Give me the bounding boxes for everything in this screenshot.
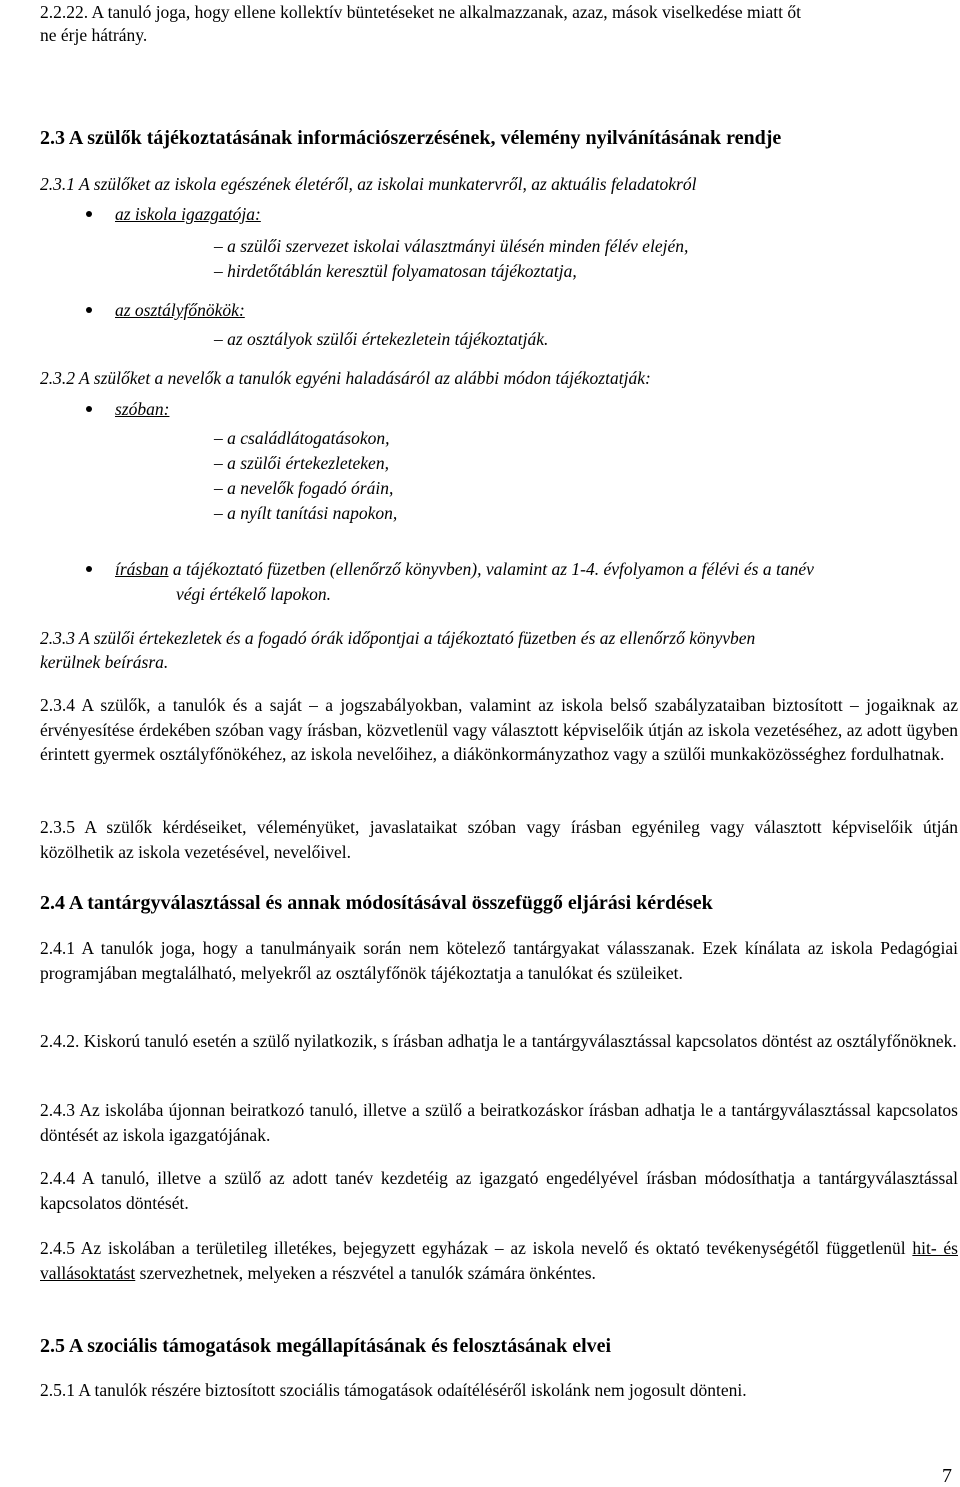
- s244-paragraph: 2.4.4 A tanuló, illetve a szülő az adott tanév kezdetéig az igazgató engedélyével írásban módosíthatja a tantárgyválasztással kapcsolatos döntését.: [40, 1168, 958, 1213]
- s231-bullet2-item-1: – az osztályok szülői értekezletein tájékoztatják.: [214, 329, 549, 349]
- page-number: 7: [942, 1465, 952, 1487]
- s241-paragraph: 2.4.1 A tanulók joga, hogy a tanulmányaik során nem kötelező tantárgyakat válasszanak. Ezek kínálata az iskola Pedagógiai programjában megtalálható, melyekről az osztályfőnök tájékoztatja a tanulókat és szüleiket.: [40, 938, 958, 983]
- s231-bullet1-item-2: – hirdetőtáblán keresztül folyamatosan tájékoztatja,: [214, 261, 577, 281]
- s235-paragraph: 2.3.5 A szülők kérdéseiket, véleményüket, javaslataikat szóban vagy írásban egyénileg vagy választott képviselőik útján közölhetik az iskola vezetésével, nevelőivel.: [40, 817, 958, 862]
- s232-bullet1-label: szóban:: [115, 399, 170, 419]
- s232-bullet1-item-4: – a nyílt tanítási napokon,: [214, 503, 398, 523]
- section-2-3-heading: 2.3 A szülők tájékoztatásának információszerzésének, vélemény nyilvánításának rendje: [40, 127, 782, 149]
- s232-bullet2-line2: végi értékelő lapokon.: [176, 584, 332, 604]
- s231-title: 2.3.1 A szülőket az iskola egészének életéről, az iskolai munkatervről, az aktuális feladatokról: [40, 174, 697, 194]
- s232-title: 2.3.2 A szülőket a nevelők a tanulók egyéni haladásáról az alábbi módon tájékoztatják:: [40, 368, 651, 388]
- s245-underlined-text: hit- és vallásoktatást: [40, 1238, 958, 1283]
- s231-bullet2-label: az osztályfőnökök:: [115, 300, 245, 320]
- s232-bullet1-item-2: – a szülői értekezleteken,: [214, 453, 389, 473]
- s232-bullet1-item-3: – a nevelők fogadó óráin,: [214, 478, 394, 498]
- s231-bullet1-item-1: – a szülői szervezet iskolai választmányi ülésén minden félév elején,: [214, 236, 689, 256]
- s242-paragraph: 2.4.2. Kiskorú tanuló esetén a szülő nyilatkozik, s írásban adhatja le a tantárgyválasztással kapcsolatos döntést az osztályfőnöknek.: [40, 1031, 957, 1051]
- section-2-5-heading: 2.5 A szociális támogatások megállapításának és felosztásának elvei: [40, 1335, 612, 1357]
- p2222-line1: 2.2.22. A tanuló joga, hogy ellene kollektív büntetéseket ne alkalmazzanak, azaz, mások viselkedése miatt őt: [40, 2, 802, 22]
- bullet-icon: [86, 406, 92, 412]
- s233-line1: 2.3.3 A szülői értekezletek és a fogadó órák időpontjai a tájékoztató füzetben és az ellenőrző könyvben: [40, 628, 756, 648]
- bullet-icon: [86, 211, 92, 217]
- s232-bullet1-item-1: – a családlátogatásokon,: [214, 428, 390, 448]
- s232-bullet2-line1: [115, 557, 814, 581]
- s232-bullet2-label: írásban: [115, 559, 169, 579]
- s245-paragraph: [40, 1236, 958, 1285]
- s245-text-after: szervezhetnek, melyeken a részvétel a tanulók számára önkéntes.: [135, 1262, 596, 1283]
- section-2-4-heading: 2.4 A tantárgyválasztással és annak módosításával összefüggő eljárási kérdések: [40, 892, 713, 914]
- bullet-icon: [86, 566, 92, 572]
- s231-bullet1-label: az iskola igazgatója:: [115, 204, 261, 224]
- s245-text-before: 2.4.5 Az iskolában a területileg illetékes, bejegyzett egyházak – az iskola nevelő és oktató tevékenységétől függetlenül: [40, 1238, 913, 1258]
- s243-paragraph: 2.4.3 Az iskolába újonnan beiratkozó tanuló, illetve a szülő a beiratkozáskor írásban adhatja le a tantárgyválasztással kapcsolatos döntését az iskola igazgatójának.: [40, 1100, 958, 1145]
- s251-line: 2.5.1 A tanulók részére biztosított szociális támogatások odaítéléséről iskolánk nem jogosult dönteni.: [40, 1380, 747, 1400]
- s232-bullet2-text: a tájékoztató füzetben (ellenőrző könyvben), valamint az 1-4. évfolyamon a félévi és a tanév: [168, 559, 814, 579]
- p2222-line2: ne érje hátrány.: [40, 25, 148, 45]
- s233-line2: kerülnek beírásra.: [40, 652, 169, 672]
- s234-paragraph: 2.3.4 A szülők, a tanulók és a saját – a jogszabályokban, valamint az iskola belső szabályzataiban biztosított – jogaiknak az érvényesítése érdekében szóban vagy írásban, közvetlenül vagy választott képviselőik útján az iskola vezetéséhez, az adott ügyben érintett gyermek osztályfőnökéhez, az iskola nevelőihez, a diákönkormányzathoz vagy a szülői munkaközösséghez fordulhatnak.: [40, 695, 958, 764]
- bullet-icon: [86, 307, 92, 313]
